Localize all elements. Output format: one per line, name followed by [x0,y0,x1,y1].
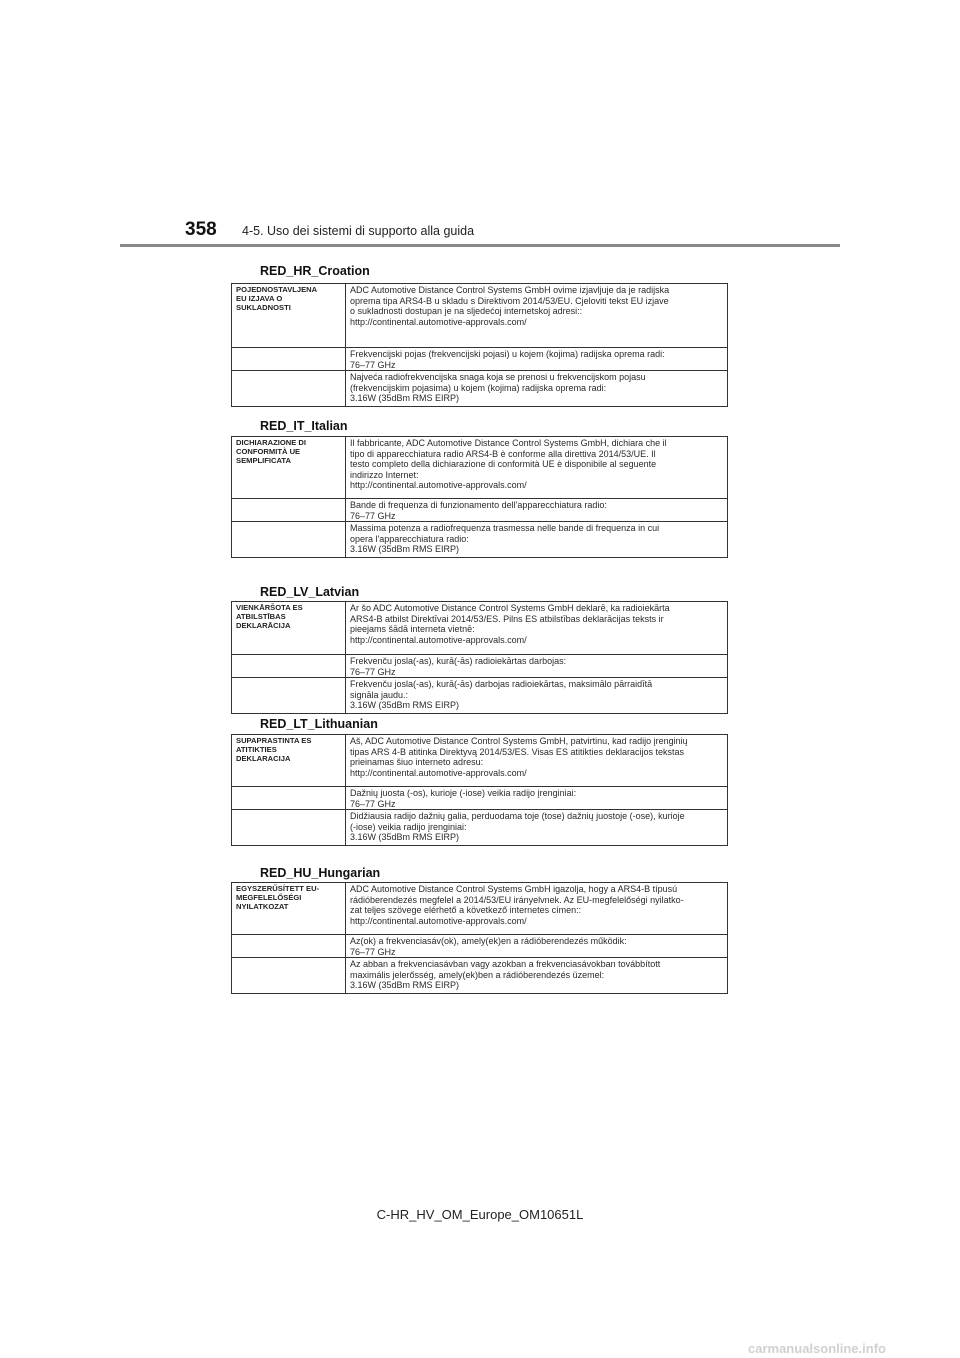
section-heading: RED_LV_Latvian [260,585,360,599]
table-row [232,883,728,935]
label-line: ATBILSTĪBAS [236,612,286,621]
declaration-label-cell [232,371,346,407]
declaration-label-cell [232,810,346,846]
label-line: EGYSZERŰSÍTETT EU- [236,884,320,893]
text-line: (-iose) veikia radijo įrenginiai: [350,821,467,832]
declaration-label-cell [232,284,346,348]
text-line: 3.16W (35dBm RMS EIRP) [350,980,460,990]
label-line: SEMPLIFICATA [236,456,291,465]
declaration-label-cell [232,348,346,371]
text-line: Il fabbricante, ADC Automotive Distance Control Systems GmbH, dichiara che il [350,438,667,448]
declaration-table [231,436,728,558]
table-row [232,437,728,499]
table-row [232,348,728,371]
text-line: Az abban a frekvenciasávban vagy azokban a frekvenciasávokban továbbított [350,959,661,969]
table-row [232,522,728,558]
section-heading: RED_IT_Italian [260,419,348,433]
text-line: (frekvencijskim pojasima) u kojem (kojima) radijska oprema radi: [350,382,607,393]
text-line: 76–77 GHz [350,510,396,521]
table-row [232,787,728,810]
declaration-text-cell [346,935,728,958]
text-line: 76–77 GHz [350,359,396,370]
text-line: http://continental.automotive-approvals.com/ [350,634,527,645]
declaration-text-cell [346,437,728,499]
page-number: 358 [185,219,217,240]
text-line: ADC Automotive Distance Control Systems GmbH igazolja, hogy a ARS4-B típusú [350,884,678,894]
text-line: signāla jaudu.: [350,689,409,700]
label-line: ATITIKTIES [236,745,277,754]
label-line: DEKLARĀCIJA [236,621,291,630]
declaration-label-cell [232,883,346,935]
text-line: o sukladnosti dostupan je na sljedećoj internetskoj adresi:: [350,306,583,316]
text-line: 3.16W (35dBm RMS EIRP) [350,832,460,842]
table-row [232,678,728,714]
declaration-text-cell [346,787,728,810]
text-line: Najveća radiofrekvencijska snaga koja se prenosi u frekvencijskom pojasu [350,372,646,382]
text-line: opera l'apparecchiatura radio: [350,533,469,544]
text-line: http://continental.automotive-approvals.com/ [350,767,527,778]
text-line: Ar šo ADC Automotive Distance Control Systems GmbH deklarē, ka radioiekārta [350,603,670,613]
declaration-label-cell [232,935,346,958]
declaration-label-cell [232,787,346,810]
declaration-label-cell [232,735,346,787]
label-line: DICHIARAZIONE DI [236,438,307,447]
declaration-label-cell [232,499,346,522]
declaration-label-cell [232,678,346,714]
text-line: rádióberendezés megfelel a 2014/53/EU irányelvnek. Az EU-megfelelőségi nyilatko- [350,894,684,905]
text-line: Massima potenza a radiofrequenza trasmessa nelle bande di frequenza in cui [350,523,660,533]
text-line: Frekvenču josla(-as), kurā(-ās) darbojas radioiekārtas, maksimālo pārraidītā [350,679,653,689]
section-title: 4-5. Uso dei sistemi di supporto alla guida [242,224,475,238]
declaration-table [231,601,728,714]
table-row [232,810,728,846]
text-line: 76–77 GHz [350,798,396,809]
declaration-table [231,882,728,994]
declaration-table [231,283,728,407]
declaration-text-cell [346,883,728,935]
declaration-text-cell [346,678,728,714]
declaration-table [231,734,728,846]
declaration-text-cell [346,522,728,558]
declaration-label-cell [232,522,346,558]
declaration-text-cell [346,284,728,348]
table-row [232,935,728,958]
table-row [232,958,728,994]
text-line: tipas ARS 4-B atitinka Direktyvą 2014/53/ES. Visas ES atitikties deklaracijos tekstas [350,746,684,757]
label-line: NYILATKOZAT [236,902,289,911]
declaration-label-cell [232,655,346,678]
label-line: DEKLARACIJA [236,754,291,763]
text-line: Frekvenču josla(-as), kurā(-ās) radioiekārtas darbojas: [350,656,567,666]
declaration-text-cell [346,602,728,655]
text-line: http://continental.automotive-approvals.com/ [350,316,527,327]
table-row [232,499,728,522]
text-line: zat teljes szövege elérhető a következő internetes címen:: [350,905,582,915]
declaration-text-cell [346,348,728,371]
text-line: Didžiausia radijo dažnių galia, perduodama toje (tose) dažnių juostoje (-ose), kurioje [350,811,685,821]
text-line: prieinamas šiuo interneto adresu: [350,757,484,767]
text-line: Az(ok) a frekvenciasáv(ok), amely(ek)en a rádióberendezés működik: [350,936,627,946]
text-line: tipo di apparecchiatura radio ARS4-B è conforme alla direttiva 2014/53/UE. Il [350,448,656,459]
text-line: ARS4-B atbilst Direktīvai 2014/53/ES. Pilns ES atbilstības deklarācijas teksts ir [350,613,664,624]
text-line: Aš, ADC Automotive Distance Control Systems GmbH, patvirtinu, kad radijo įrenginių [350,736,688,746]
watermark: carmanualsonline.info [748,1341,886,1356]
declaration-text-cell [346,735,728,787]
label-line: VIENKĀRŠOTA ES [236,603,303,612]
label-line: POJEDNOSTAVLJENA [236,285,318,294]
text-line: 3.16W (35dBm RMS EIRP) [350,544,460,554]
text-line: Frekvencijski pojas (frekvencijski pojasi) u kojem (kojima) radijska oprema radi: [350,349,665,359]
text-line: 76–77 GHz [350,946,396,957]
text-line: Dažnių juosta (-os), kurioje (-iose) veikia radijo įrenginiai: [350,788,577,798]
declaration-text-cell [346,810,728,846]
text-line: http://continental.automotive-approvals.com/ [350,480,527,490]
text-line: 3.16W (35dBm RMS EIRP) [350,700,460,710]
declaration-text-cell [346,655,728,678]
text-line: 76–77 GHz [350,666,396,677]
text-line: ADC Automotive Distance Control Systems GmbH ovime izjavljuje da je radijska [350,285,670,295]
declaration-text-cell [346,958,728,994]
table-row [232,284,728,348]
text-line: pieejams šādā interneta vietnē: [350,624,475,634]
label-line: MEGFELELŐSÉGI [236,893,302,902]
document-footer: C-HR_HV_OM_Europe_OM10651L [376,1207,584,1222]
declaration-text-cell [346,499,728,522]
text-line: maximális jelerősség, amely(ek)ben a rádióberendezés üzemel: [350,969,605,980]
table-row [232,602,728,655]
header-rule [120,244,840,247]
text-line: 3.16W (35dBm RMS EIRP) [350,393,460,403]
text-line: Bande di frequenza di funzionamento dell'apparecchiatura radio: [350,500,607,510]
table-row [232,655,728,678]
section-heading: RED_HU_Hungarian [260,866,381,880]
table-row [232,735,728,787]
label-line: CONFORMITÀ UE [236,447,301,456]
declaration-label-cell [232,958,346,994]
section-heading: RED_HR_Croation [260,264,370,278]
text-line: testo completo della dichiarazione di conformità UE è disponibile al seguente [350,459,657,469]
text-line: indirizzo Internet: [350,469,419,480]
text-line: oprema tipa ARS4-B u skladu s Direktivom 2014/53/EU. Cjeloviti tekst EU izjave [350,295,669,306]
declaration-text-cell [346,371,728,407]
declaration-label-cell [232,437,346,499]
label-line: SUPAPRASTINTA ES [236,736,312,745]
declaration-label-cell [232,602,346,655]
text-line: http://continental.automotive-approvals.com/ [350,915,527,926]
table-row [232,371,728,407]
label-line: SUKLADNOSTI [236,303,291,312]
label-line: EU IZJAVA O [236,294,283,303]
section-heading: RED_LT_Lithuanian [260,717,378,731]
